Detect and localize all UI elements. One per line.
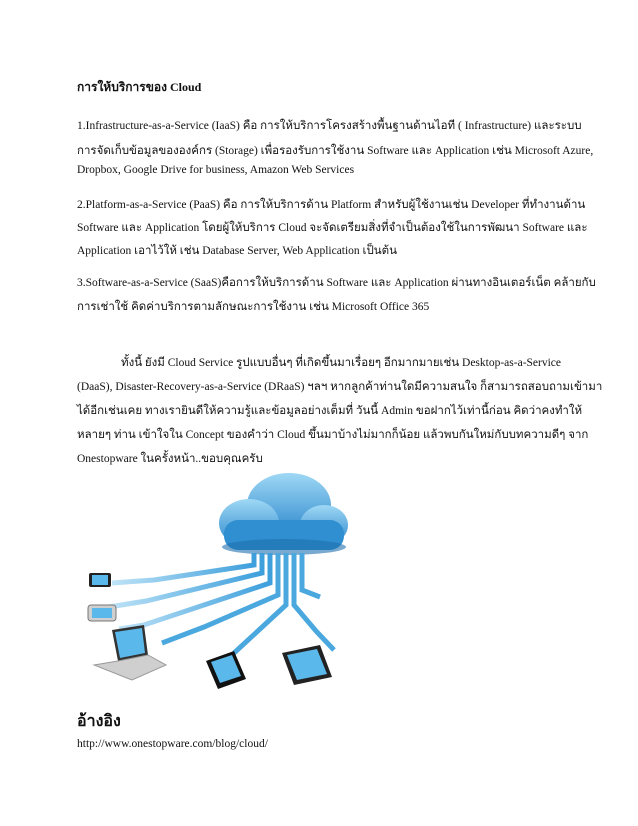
paragraph-line: การจัดเก็บข้อมูลขององค์กร (Storage) เพื่อรองรับการใช้งาน Software และ Application เช่น Microsoft Azure, bbox=[77, 145, 594, 157]
section-heading: การให้บริการของ Cloud bbox=[77, 80, 202, 94]
paragraph-line: 1.Infrastructure-as-a-Service (IaaS) คือ การให้บริการโครงสร้างพื้นฐานด้านไอที ( Infrastructure) และระบบ bbox=[77, 120, 582, 132]
tablet-icon bbox=[282, 645, 332, 685]
paragraph-line: หลายๆ ท่าน เข้าใจใน Concept ของคำว่า Cloud ขึ้นมาบ้างไม่มากก็น้อย แล้วพบกันใหม่กับบทความดีๆ จาก bbox=[77, 429, 589, 441]
phone-icon bbox=[89, 573, 111, 587]
paragraph-line: Dropbox, Google Drive for business, Amazon Web Services bbox=[77, 164, 355, 176]
smartphone-icon bbox=[206, 651, 246, 689]
paragraph-line: Software และ Application โดยผู้ให้บริการ Cloud จะจัดเตรียมสิ่งที่จำเป็นต้องใช้ในการพัฒนา Software และ bbox=[77, 222, 588, 234]
paragraph-line: 2.Platform-as-a-Service (PaaS) คือ การให้บริการด้าน Platform สำหรับผู้ใช้งานเช่น Developer ที่ทำงานด้าน bbox=[77, 199, 586, 211]
paragraph-line: Onestopware ในครั้งหน้า..ขอบคุณครับ bbox=[77, 453, 263, 465]
paragraph-line: ทั้งนี้ ยังมี Cloud Service รูปแบบอื่นๆ ที่เกิดขึ้นมาเรื่อยๆ อีกมากมายเช่น Desktop-as-a-Service bbox=[121, 357, 562, 369]
cloud-devices-illustration bbox=[84, 465, 364, 695]
paragraph-line: ได้อีกเช่นเคย ทางเรายินดีให้ความรู้และข้อมูลอย่างเต็มที่ วันนี้ Admin ขอฝากไว้เท่านี้ก่อน คิดว่าคงทำให้ bbox=[77, 405, 583, 417]
paragraph-line: 3.Software-as-a-Service (SaaS)คือการให้บริการด้าน Software และ Application ผ่านทางอินเตอร์เน็ต คล้ายกับ bbox=[77, 277, 596, 289]
paragraph-line: Application เอาไว้ให้ เช่น Database Server, Web Application เป็นต้น bbox=[77, 245, 397, 257]
reference-heading: อ้างอิง bbox=[77, 713, 121, 730]
cloud-icon bbox=[219, 473, 348, 555]
laptop-icon bbox=[94, 625, 166, 680]
paragraph-line: (DaaS), Disaster-Recovery-as-a-Service (DRaaS) ฯลฯ หากลูกค้าท่านใดมีความสนใจ ก็สามารถสอบถามเข้ามา bbox=[77, 381, 603, 393]
phone-icon bbox=[88, 605, 116, 621]
reference-link[interactable]: http://www.onestopware.com/blog/cloud/ bbox=[77, 738, 268, 750]
paragraph-line: การเช่าใช้ คิดค่าบริการตามลักษณะการใช้งาน เช่น Microsoft Office 365 bbox=[77, 301, 430, 313]
